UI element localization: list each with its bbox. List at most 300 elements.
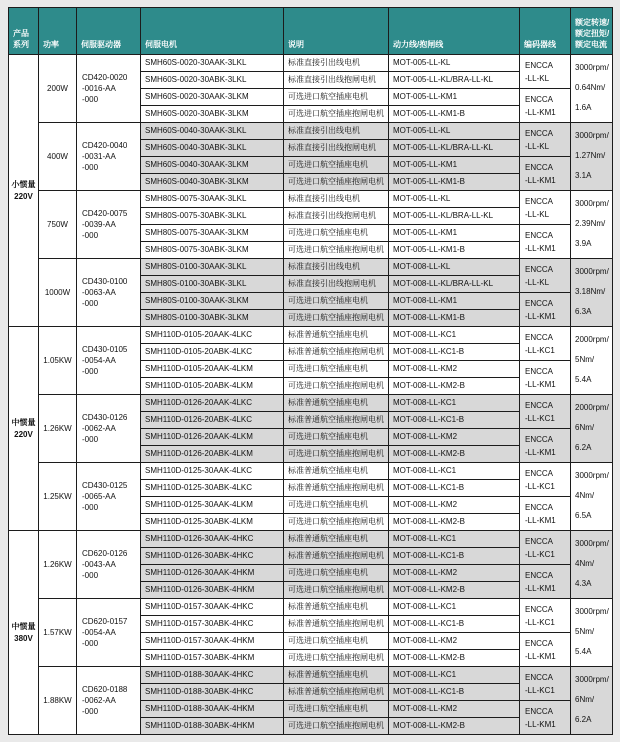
encoder-cable-line: -LL-KL: [525, 209, 550, 219]
encoder-cable-line: -LL-KC1: [525, 345, 555, 355]
cell-power-cable: MOT-005-LL-KL: [389, 55, 520, 72]
cell-motor-model: SMH110D-0125-30AAK-4LKC: [141, 463, 284, 480]
header-motor-line: 伺服电机: [145, 40, 177, 49]
encoder-cable-line: ENCCA: [525, 434, 554, 444]
table-row: [9, 463, 613, 480]
cell-power-cable: MOT-008-LL-KM2: [389, 565, 520, 582]
cell-power-cable: MOT-005-LL-KM1: [389, 89, 520, 106]
cell-power: 1000W: [39, 259, 77, 327]
rating-line: 3000rpm/: [575, 63, 609, 72]
cell-rating: [571, 55, 613, 123]
cell-power-cable: MOT-008-LL-KM2-B: [389, 446, 520, 463]
cell-power-cable: MOT-008-LL-KM2: [389, 701, 520, 718]
drive-model-line: -000: [82, 231, 99, 240]
cell-encoder-cable: [520, 55, 571, 89]
cell-power: 1.26KW: [39, 395, 77, 463]
drive-model-line: CD620-0126: [82, 549, 128, 558]
cell-description: 标准直接引出线电机: [284, 123, 389, 140]
header-drive-line: 伺服驱动器: [81, 40, 121, 49]
series-label-line: 小惯量: [11, 179, 36, 189]
cell-power: 1.57KW: [39, 599, 77, 667]
rating-line: 6.3A: [575, 307, 592, 316]
header-encoder-line: 编码器线: [524, 40, 556, 49]
cell-power-cable: MOT-005-LL-KL/BRA-LL-KL: [389, 140, 520, 157]
drive-model-line: -000: [82, 299, 99, 308]
drive-model-line: -000: [82, 163, 99, 172]
drive-model-line: CD420-0020: [82, 73, 128, 82]
rating-line: 3.1A: [575, 171, 592, 180]
cell-description: 标准直接引出线电机: [284, 191, 389, 208]
cell-power-cable: MOT-008-LL-KM2-B: [389, 378, 520, 395]
table-row: [9, 55, 613, 72]
cell-motor-model: SMH60S-0020-30ABK-3LKM: [141, 106, 284, 123]
cell-power-cable: MOT-008-LL-KC1: [389, 463, 520, 480]
table-row: [9, 531, 613, 548]
cell-description: 可选进口航空插座抱闸电机: [284, 174, 389, 191]
cell-motor-model: SMH110D-0188-30AAK-4HKC: [141, 667, 284, 684]
header-series: [9, 8, 39, 55]
cell-motor-model: SMH80S-0075-30AAK-3LKL: [141, 191, 284, 208]
drive-model-line: CD430-0126: [82, 413, 128, 422]
cell-description: 标准普通航空插座抱闸电机: [284, 412, 389, 429]
cell-description: 可选进口航空插座抱闸电机: [284, 310, 389, 327]
drive-model-line: CD620-0157: [82, 617, 128, 626]
rating-line: 1.27Nm/: [575, 151, 606, 160]
cell-power: 1.88KW: [39, 667, 77, 735]
cell-description: 可选进口航空插座电机: [284, 633, 389, 650]
cell-power-cable: MOT-008-LL-KC1-B: [389, 344, 520, 361]
cell-drive-model: [77, 327, 141, 395]
cell-power-cable: MOT-008-LL-KM2: [389, 633, 520, 650]
table-row: [9, 327, 613, 344]
rating-line: 3000rpm/: [575, 539, 609, 548]
table-row: [9, 599, 613, 616]
header-desc-line: 说明: [288, 40, 304, 49]
encoder-cable-line: -LL-KM1: [525, 175, 556, 185]
cell-description: 可选进口航空插座电机: [284, 225, 389, 242]
rating-line: 4Nm/: [575, 491, 595, 500]
drive-model-line: CD420-0075: [82, 209, 128, 218]
table-row: [9, 259, 613, 276]
encoder-cable-line: ENCCA: [525, 264, 554, 274]
header-rating: [571, 8, 613, 55]
cell-motor-model: SMH80S-0100-30AAK-3LKM: [141, 293, 284, 310]
encoder-cable-line: ENCCA: [525, 94, 554, 104]
cell-power: 1.26KW: [39, 531, 77, 599]
encoder-cable-line: ENCCA: [525, 128, 554, 138]
rating-line: 2000rpm/: [575, 335, 609, 344]
rating-line: 6Nm/: [575, 423, 595, 432]
encoder-cable-line: -LL-KM1: [525, 311, 556, 321]
cell-description: 可选进口航空插座抱闸电机: [284, 242, 389, 259]
drive-model-line: -000: [82, 503, 99, 512]
cell-motor-model: SMH60S-0040-30ABK-3LKM: [141, 174, 284, 191]
cell-description: 可选进口航空插座电机: [284, 701, 389, 718]
table-body: [9, 55, 613, 735]
drive-model-line: -000: [82, 707, 99, 716]
cell-motor-model: SMH60S-0040-30AAK-3LKL: [141, 123, 284, 140]
encoder-cable-line: ENCCA: [525, 536, 554, 546]
drive-model-line: -0062-AA: [82, 696, 116, 705]
cell-power-cable: MOT-008-LL-KM2-B: [389, 718, 520, 735]
drive-model-line: -0054-AA: [82, 628, 116, 637]
cell-encoder-cable: [520, 361, 571, 395]
cell-description: 标准普通航空插座抱闸电机: [284, 616, 389, 633]
cell-rating: [571, 123, 613, 191]
cell-power-cable: MOT-008-LL-KL: [389, 259, 520, 276]
drive-model-line: -0054-AA: [82, 356, 116, 365]
cell-encoder-cable: [520, 599, 571, 633]
cell-description: 可选进口航空插座抱闸电机: [284, 650, 389, 667]
header-series-line: 产品: [13, 29, 29, 38]
encoder-cable-line: -LL-KL: [525, 141, 550, 151]
cell-power-cable: MOT-008-LL-KC1-B: [389, 412, 520, 429]
cell-motor-model: SMH80S-0075-30ABK-3LKM: [141, 242, 284, 259]
cell-description: 可选进口航空插座电机: [284, 89, 389, 106]
cell-motor-model: SMH80S-0100-30ABK-3LKL: [141, 276, 284, 293]
rating-line: 3000rpm/: [575, 607, 609, 616]
drive-model-line: -0063-AA: [82, 288, 116, 297]
drive-model-line: CD430-0100: [82, 277, 128, 286]
cell-power-cable: MOT-005-LL-KM1-B: [389, 242, 520, 259]
cell-encoder-cable: [520, 89, 571, 123]
drive-model-line: -0062-AA: [82, 424, 116, 433]
header-rating-line: 额定电流: [575, 40, 607, 49]
encoder-cable-line: -LL-KL: [525, 277, 550, 287]
cell-drive-model: [77, 531, 141, 599]
cell-encoder-cable: [520, 293, 571, 327]
rating-line: 3000rpm/: [575, 267, 609, 276]
cell-rating: [571, 327, 613, 395]
cell-encoder-cable: [520, 633, 571, 667]
cell-description: 标准普通航空插座电机: [284, 667, 389, 684]
rating-line: 3000rpm/: [575, 471, 609, 480]
encoder-cable-line: ENCCA: [525, 332, 554, 342]
encoder-cable-line: -LL-KC1: [525, 617, 555, 627]
cell-encoder-cable: [520, 497, 571, 531]
cell-description: 标准普通航空插座抱闸电机: [284, 344, 389, 361]
cell-description: 可选进口航空插座电机: [284, 565, 389, 582]
cell-description: 标准直接引出线抱闸电机: [284, 276, 389, 293]
cell-power: 1.05KW: [39, 327, 77, 395]
encoder-cable-line: ENCCA: [525, 604, 554, 614]
rating-line: 5.4A: [575, 647, 592, 656]
encoder-cable-line: -LL-KM1: [525, 651, 556, 661]
cell-power-cable: MOT-008-LL-KC1-B: [389, 548, 520, 565]
table-header: [9, 8, 613, 55]
rating-line: 3000rpm/: [575, 675, 609, 684]
cell-encoder-cable: [520, 191, 571, 225]
encoder-cable-line: -LL-KL: [525, 73, 550, 83]
cell-power-cable: MOT-008-LL-KC1-B: [389, 616, 520, 633]
cell-power-cable: MOT-008-LL-KM2-B: [389, 650, 520, 667]
cell-motor-model: SMH110D-0105-20ABK-4LKC: [141, 344, 284, 361]
cell-description: 标准普通航空插座抱闸电机: [284, 684, 389, 701]
cell-motor-model: SMH60S-0040-30ABK-3LKL: [141, 140, 284, 157]
encoder-cable-line: -LL-KM1: [525, 515, 556, 525]
cell-encoder-cable: [520, 531, 571, 565]
cell-power-cable: MOT-008-LL-KC1: [389, 395, 520, 412]
header-series-line: 系列: [13, 40, 29, 49]
cell-rating: [571, 531, 613, 599]
cell-motor-model: SMH60S-0020-30ABK-3LKL: [141, 72, 284, 89]
encoder-cable-line: ENCCA: [525, 468, 554, 478]
rating-line: 1.6A: [575, 103, 592, 112]
header-desc: [284, 8, 389, 55]
drive-model-line: -000: [82, 95, 99, 104]
cell-power-cable: MOT-005-LL-KL/BRA-LL-KL: [389, 72, 520, 89]
cell-motor-model: SMH110D-0157-30AAK-4HKM: [141, 633, 284, 650]
drive-model-line: -000: [82, 639, 99, 648]
header-power: [39, 8, 77, 55]
table-row: [9, 667, 613, 684]
cell-motor-model: SMH110D-0105-20AAK-4LKC: [141, 327, 284, 344]
rating-line: 3000rpm/: [575, 199, 609, 208]
cell-encoder-cable: [520, 157, 571, 191]
drive-model-line: -0039-AA: [82, 220, 116, 229]
encoder-cable-line: -LL-KM1: [525, 379, 556, 389]
cell-drive-model: [77, 667, 141, 735]
cell-power-cable: MOT-008-LL-KC1: [389, 531, 520, 548]
series-label-line: 中惯量: [11, 621, 36, 631]
table-row: [9, 395, 613, 412]
header-power-line: 功率: [43, 40, 59, 49]
cell-power: 200W: [39, 55, 77, 123]
cell-drive-model: [77, 191, 141, 259]
cell-power-cable: MOT-008-LL-KC1-B: [389, 684, 520, 701]
cell-power: 400W: [39, 123, 77, 191]
cell-encoder-cable: [520, 701, 571, 735]
header-rating-line: 额定扭矩/: [575, 29, 610, 38]
encoder-cable-line: ENCCA: [525, 502, 554, 512]
cell-power: 1.25KW: [39, 463, 77, 531]
series-label-line: 220V: [14, 429, 33, 439]
cell-description: 标准普通航空插座抱闸电机: [284, 480, 389, 497]
encoder-cable-line: ENCCA: [525, 162, 554, 172]
cell-power-cable: MOT-005-LL-KM1-B: [389, 174, 520, 191]
cell-description: 标准直接引出线电机: [284, 55, 389, 72]
rating-line: 6.5A: [575, 511, 592, 520]
cell-encoder-cable: [520, 123, 571, 157]
drive-model-line: CD430-0125: [82, 481, 128, 490]
cell-drive-model: [77, 395, 141, 463]
cell-description: 可选进口航空插座电机: [284, 497, 389, 514]
drive-model-line: -0016-AA: [82, 84, 116, 93]
encoder-cable-line: ENCCA: [525, 196, 554, 206]
cell-description: 标准普通航空插座电机: [284, 599, 389, 616]
drive-model-line: -0065-AA: [82, 492, 116, 501]
cell-encoder-cable: [520, 395, 571, 429]
cell-motor-model: SMH110D-0188-30ABK-4HKC: [141, 684, 284, 701]
cell-motor-model: SMH110D-0126-30AAK-4HKM: [141, 565, 284, 582]
cell-motor-model: SMH110D-0126-30AAK-4HKC: [141, 531, 284, 548]
drive-model-line: -0031-AA: [82, 152, 116, 161]
cell-power-cable: MOT-008-LL-KM2-B: [389, 514, 520, 531]
table-row: [9, 123, 613, 140]
cell-power-cable: MOT-008-LL-KM2-B: [389, 582, 520, 599]
cell-encoder-cable: [520, 259, 571, 293]
header-rating-line: 额定转速/: [575, 18, 610, 27]
cell-rating: [571, 191, 613, 259]
cell-drive-model: [77, 259, 141, 327]
encoder-cable-line: ENCCA: [525, 60, 554, 70]
encoder-cable-line: ENCCA: [525, 706, 554, 716]
cell-encoder-cable: [520, 565, 571, 599]
encoder-cable-line: -LL-KM1: [525, 107, 556, 117]
cell-rating: [571, 463, 613, 531]
cell-power-cable: MOT-008-LL-KC1-B: [389, 480, 520, 497]
cell-description: 可选进口航空插座电机: [284, 157, 389, 174]
encoder-cable-line: ENCCA: [525, 570, 554, 580]
cell-motor-model: SMH110D-0157-30AAK-4HKC: [141, 599, 284, 616]
cell-power-cable: MOT-005-LL-KM1: [389, 157, 520, 174]
cell-motor-model: SMH60S-0020-30AAK-3LKL: [141, 55, 284, 72]
cell-motor-model: SMH110D-0125-30ABK-4LKC: [141, 480, 284, 497]
product-spec-table: [8, 7, 613, 735]
rating-line: 4.3A: [575, 579, 592, 588]
cell-drive-model: [77, 55, 141, 123]
cell-motor-model: SMH60S-0020-30AAK-3LKM: [141, 89, 284, 106]
cell-power-cable: MOT-005-LL-KL: [389, 123, 520, 140]
cell-description: 标准直接引出线电机: [284, 259, 389, 276]
cell-description: 可选进口航空插座抱闸电机: [284, 718, 389, 735]
cell-rating: [571, 259, 613, 327]
cell-motor-model: SMH110D-0105-20ABK-4LKM: [141, 378, 284, 395]
encoder-cable-line: -LL-KM1: [525, 243, 556, 253]
table-row: [9, 191, 613, 208]
cell-power-cable: MOT-008-LL-KM1: [389, 293, 520, 310]
cell-description: 标准普通航空插座电机: [284, 395, 389, 412]
cell-motor-model: SMH110D-0126-20AAK-4LKC: [141, 395, 284, 412]
encoder-cable-line: ENCCA: [525, 230, 554, 240]
drive-model-line: -000: [82, 367, 99, 376]
rating-line: 2.39Nm/: [575, 219, 606, 228]
cell-motor-model: SMH110D-0125-30AAK-4LKM: [141, 497, 284, 514]
cell-power: 750W: [39, 191, 77, 259]
cell-power-cable: MOT-005-LL-KL/BRA-LL-KL: [389, 208, 520, 225]
cell-motor-model: SMH80S-0075-30ABK-3LKL: [141, 208, 284, 225]
rating-line: 3.18Nm/: [575, 287, 606, 296]
rating-line: 5Nm/: [575, 355, 595, 364]
cell-drive-model: [77, 123, 141, 191]
encoder-cable-line: -LL-KM1: [525, 719, 556, 729]
cell-description: 可选进口航空插座抱闸电机: [284, 582, 389, 599]
cell-power-cable: MOT-008-LL-KM2: [389, 497, 520, 514]
cell-description: 可选进口航空插座电机: [284, 361, 389, 378]
cell-description: 标准普通航空插座抱闸电机: [284, 548, 389, 565]
cell-power-cable: MOT-008-LL-KM1-B: [389, 310, 520, 327]
rating-line: 5Nm/: [575, 627, 595, 636]
encoder-cable-line: -LL-KC1: [525, 685, 555, 695]
cell-description: 标准直接引出线抱闸电机: [284, 140, 389, 157]
cell-motor-model: SMH110D-0105-20AAK-4LKM: [141, 361, 284, 378]
drive-model-line: -000: [82, 435, 99, 444]
cell-power-cable: MOT-008-LL-KM2: [389, 361, 520, 378]
rating-line: 2000rpm/: [575, 403, 609, 412]
cell-motor-model: SMH110D-0126-30ABK-4HKM: [141, 582, 284, 599]
cell-drive-model: [77, 463, 141, 531]
cell-motor-model: SMH60S-0040-30AAK-3LKM: [141, 157, 284, 174]
header-drive: [77, 8, 141, 55]
encoder-cable-line: ENCCA: [525, 672, 554, 682]
cell-motor-model: SMH110D-0125-30ABK-4LKM: [141, 514, 284, 531]
rating-line: 4Nm/: [575, 559, 595, 568]
cell-motor-model: SMH110D-0126-30ABK-4HKC: [141, 548, 284, 565]
cell-power-cable: MOT-008-LL-KM2: [389, 429, 520, 446]
cell-series-group: [9, 327, 39, 531]
encoder-cable-line: ENCCA: [525, 298, 554, 308]
rating-line: 6.2A: [575, 443, 592, 452]
cell-description: 可选进口航空插座抱闸电机: [284, 446, 389, 463]
cell-encoder-cable: [520, 327, 571, 361]
cell-motor-model: SMH80S-0100-30ABK-3LKM: [141, 310, 284, 327]
cell-motor-model: SMH80S-0100-30AAK-3LKL: [141, 259, 284, 276]
rating-line: 3000rpm/: [575, 131, 609, 140]
cell-description: 标准普通航空插座电机: [284, 327, 389, 344]
cell-description: 可选进口航空插座抱闸电机: [284, 378, 389, 395]
encoder-cable-line: ENCCA: [525, 638, 554, 648]
rating-line: 5.4A: [575, 375, 592, 384]
drive-model-line: CD430-0105: [82, 345, 128, 354]
cell-power-cable: MOT-005-LL-KM1-B: [389, 106, 520, 123]
cell-power-cable: MOT-005-LL-KM1: [389, 225, 520, 242]
cell-description: 标准直接引出线抱闸电机: [284, 72, 389, 89]
header-cable: [389, 8, 520, 55]
cell-description: 可选进口航空插座电机: [284, 429, 389, 446]
cell-motor-model: SMH110D-0126-20ABK-4LKM: [141, 446, 284, 463]
series-label-line: 中惯量: [11, 417, 36, 427]
encoder-cable-line: -LL-KC1: [525, 413, 555, 423]
cell-rating: [571, 395, 613, 463]
cell-encoder-cable: [520, 429, 571, 463]
cell-motor-model: SMH110D-0157-30ABK-4HKM: [141, 650, 284, 667]
series-label-line: 220V: [14, 191, 33, 201]
cell-power-cable: MOT-008-LL-KL/BRA-LL-KL: [389, 276, 520, 293]
encoder-cable-line: ENCCA: [525, 400, 554, 410]
cell-motor-model: SMH110D-0126-20AAK-4LKM: [141, 429, 284, 446]
cell-motor-model: SMH110D-0157-30ABK-4HKC: [141, 616, 284, 633]
cell-motor-model: SMH110D-0188-30ABK-4HKM: [141, 718, 284, 735]
rating-line: 6.2A: [575, 715, 592, 724]
encoder-cable-line: -LL-KM1: [525, 447, 556, 457]
drive-model-line: -0043-AA: [82, 560, 116, 569]
encoder-cable-line: -LL-KC1: [525, 481, 555, 491]
cell-motor-model: SMH110D-0188-30AAK-4HKM: [141, 701, 284, 718]
rating-line: 6Nm/: [575, 695, 595, 704]
drive-model-line: -000: [82, 571, 99, 580]
header-cable-line: 动力线/抱闸线: [393, 40, 444, 49]
cell-power-cable: MOT-008-LL-KC1: [389, 327, 520, 344]
cell-power-cable: MOT-005-LL-KL: [389, 191, 520, 208]
cell-series-group: [9, 531, 39, 735]
cell-motor-model: SMH80S-0075-30AAK-3LKM: [141, 225, 284, 242]
cell-description: 可选进口航空插座抱闸电机: [284, 514, 389, 531]
rating-line: 0.64Nm/: [575, 83, 606, 92]
drive-model-line: CD420-0040: [82, 141, 128, 150]
cell-encoder-cable: [520, 667, 571, 701]
cell-description: 可选进口航空插座抱闸电机: [284, 106, 389, 123]
cell-power-cable: MOT-008-LL-KC1: [389, 667, 520, 684]
cell-drive-model: [77, 599, 141, 667]
cell-rating: [571, 667, 613, 735]
series-label-line: 380V: [14, 633, 33, 643]
cell-motor-model: SMH110D-0126-20ABK-4LKC: [141, 412, 284, 429]
cell-description: 可选进口航空插座电机: [284, 293, 389, 310]
cell-power-cable: MOT-008-LL-KC1: [389, 599, 520, 616]
rating-line: 3.9A: [575, 239, 592, 248]
cell-rating: [571, 599, 613, 667]
header-motor: [141, 8, 284, 55]
